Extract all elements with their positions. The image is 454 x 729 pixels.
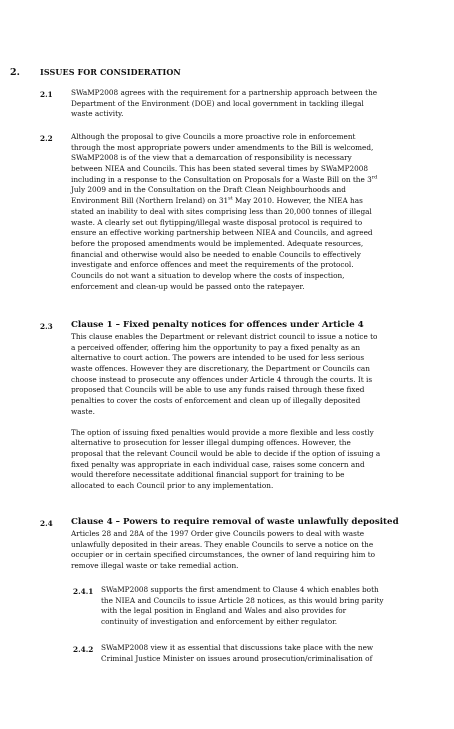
paragraph-body [101,643,436,664]
paragraph-body [71,320,436,492]
paragraph-number: 2.3 [40,322,53,331]
text-line: Criminal Justice Minister on issues around prosecution/criminalisation of [101,653,373,663]
text-line: ensure an effective working partnership between NIEA and Councils, and agreed [71,228,373,238]
text-line: occupier or in certain specified circumstances, the owner of land requiring him to [71,550,376,560]
text-line: waste. [71,406,95,416]
text-line: SWaMP2008 supports the first amendment to Clause 4 which enables both [101,585,379,594]
paragraph-heading: Clause 1 – Fixed penalty notices for offences under Article 4 [71,320,364,330]
text-line: through the most appropriate powers under amendments to the Bill is welcomed, [71,142,374,152]
text-line: choose instead to prosecute any offences under Article 4 through the courts. It is [71,374,373,384]
text-line: July 2009 and in the Consultation on the Draft Clean Neighbourhoods and [71,185,346,195]
text-line: investigate and enforce offences and meet the requirements of the protocol. [71,260,354,270]
section-title: ISSUES FOR CONSIDERATION [40,67,181,77]
paragraph-body [101,585,436,628]
text-line: waste activity. [71,109,124,119]
text-line: including in a response to the Consultation on Proposals for a Waste Bill on the 3rd [71,174,378,184]
text-line: penalties to cover the costs of enforcement and clean up of illegally deposited [71,396,361,406]
paragraph-number: 2.2 [40,134,53,143]
text-line: Although the proposal to give Councils a more proactive role in enforcement [71,132,356,141]
paragraph-body [71,517,436,572]
text-line: between NIEA and Councils. This has been stated several times by SWaMP2008 [71,164,369,174]
paragraph-number: 2.4.1 [73,587,94,596]
text-line: waste. A clearly set out flytipping/illegal waste disposal protocol is required to [71,217,363,227]
paragraph-body [71,132,436,292]
paragraph-heading: Clause 4 – Powers to require removal of waste unlawfully deposited [71,517,399,527]
text-line: the NIEA and Councils to issue Article 28 notices, as this would bring parity [101,595,384,605]
text-line: This clause enables the Department or relevant district council to issue a notice to [71,332,378,341]
text-line: proposed that Councils will be able to use any funds raised through these fixed [71,385,365,395]
text-line: SWaMP2008 agrees with the requirement for a partnership approach between the [71,88,378,97]
text-line: The option of issuing fixed penalties would provide a more flexible and less costly [71,427,374,437]
text-line: continuity of investigation and enforcement by either regulator. [101,617,338,627]
text-line: unlawfully deposited in their areas. They enable Councils to serve a notice on the [71,539,374,549]
text-line: a perceived offender, offering him the opportunity to pay a fixed penalty as an [71,342,361,352]
text-line: financial and otherwise would also be needed to enable Councils to effectively [71,249,361,259]
text-line: enforcement and clean-up would be passed onto the ratepayer. [71,281,305,291]
text-line: allocated to each Council prior to any implementation. [71,480,274,490]
paragraph-gap [71,418,436,428]
text-line: fixed penalty was appropriate in each individual case, raises some concern and [71,459,365,469]
text-line: waste offences. However they are discretionary, the Department or Councils can [71,364,370,374]
text-line: proposal that the relevant Council would be able to decide if the option of issuing a [71,448,381,458]
text-line: alternative to prosecution for lesser illegal dumping offences. However, the [71,438,351,448]
text-line: Environment Bill (Northern Ireland) on 31st May 2010. However, the NIEA has [71,195,363,206]
text-line: before the proposed amendments would be implemented. Adequate resources, [71,238,364,248]
text-line: would therefore necessitate additional financial support for training to be [71,470,345,480]
text-line: SWaMP2008 is of the view that a demarcation of responsibility is necessary [71,153,352,163]
paragraph-number: 2.1 [40,90,53,99]
text-line: with the legal position in England and Wales and also provides for [101,606,347,616]
paragraph-body [71,88,436,120]
section-number: 2. [10,67,20,78]
paragraph-number: 2.4.2 [73,645,94,654]
text-line: alternative to court action. The powers are intended to be used for less serious [71,353,365,363]
paragraph-number: 2.4 [40,519,53,528]
text-line: remove illegal waste or take remedial action. [71,561,239,571]
text-line: Articles 28 and 28A of the 1997 Order give Councils powers to deal with waste [71,529,365,538]
text-line: Councils do not want a situation to develop where the costs of inspection, [71,270,345,280]
text-line: Department of the Environment (DOE) and local government in tackling illegal [71,98,364,108]
text-line: SWaMP2008 view it as essential that discussions take place with the new [101,643,374,652]
text-line: stated an inability to deal with sites comprising less than 20,000 tonnes of illegal [71,206,372,216]
